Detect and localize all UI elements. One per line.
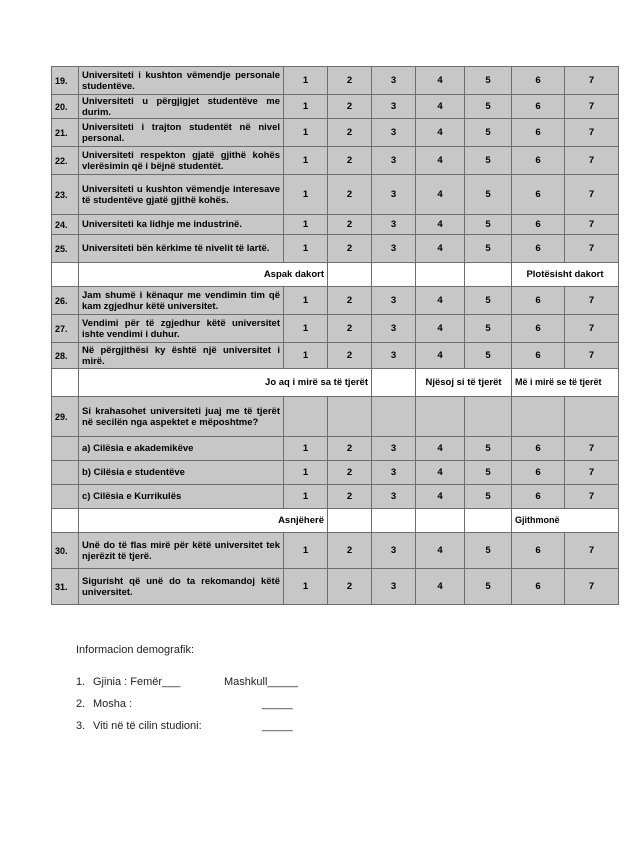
scale-header-row — [52, 369, 619, 397]
scale-option-5: 5 — [465, 437, 512, 461]
question-text: Universiteti respekton gjatë gjithë kohës vlerësimin që i bëjnë studentët. — [79, 147, 284, 175]
scale-option-4: 4 — [416, 119, 465, 147]
question-number: 29. — [52, 397, 79, 437]
question-number — [52, 485, 79, 509]
scale-option-1: 1 — [284, 95, 328, 119]
scale-option-2: 2 — [328, 569, 372, 605]
question-row — [52, 397, 619, 437]
scale-option-3: 3 — [372, 569, 416, 605]
empty-cell — [512, 397, 565, 437]
survey-body — [52, 67, 619, 605]
question-row — [52, 287, 619, 315]
scale-option-6: 6 — [512, 569, 565, 605]
scale-option-4: 4 — [416, 569, 465, 605]
gender-label: Gjinia : Femër___ — [93, 676, 181, 688]
question-row — [52, 119, 619, 147]
scale-option-3: 3 — [372, 533, 416, 569]
demographics-item-age — [76, 697, 326, 719]
scale-option-2: 2 — [328, 67, 372, 95]
scale-option-1: 1 — [284, 343, 328, 369]
scale-option-7: 7 — [565, 485, 619, 509]
scale-option-3: 3 — [372, 343, 416, 369]
scale-option-7: 7 — [565, 147, 619, 175]
scale-option-5: 5 — [465, 95, 512, 119]
gender-male-label: Mashkull_____ — [224, 676, 298, 688]
scale-low-label: Aspak dakort — [79, 263, 328, 287]
scale-option-6: 6 — [512, 533, 565, 569]
scale-option-7: 7 — [565, 67, 619, 95]
question-number: 22. — [52, 147, 79, 175]
question-row — [52, 569, 619, 605]
header-spacer — [52, 369, 79, 397]
scale-option-1: 1 — [284, 119, 328, 147]
scale-option-5: 5 — [465, 287, 512, 315]
empty-cell — [372, 397, 416, 437]
empty-cell — [284, 397, 328, 437]
scale-option-1: 1 — [284, 235, 328, 263]
age-label: Mosha : — [93, 698, 133, 710]
header-spacer — [372, 263, 416, 287]
study-year-label: Viti në të cilin studioni: — [93, 720, 202, 732]
scale-option-6: 6 — [512, 315, 565, 343]
question-row — [52, 147, 619, 175]
scale-option-6: 6 — [512, 461, 565, 485]
question-text: Universiteti i kushton vëmendje personale studentëve. — [79, 67, 284, 95]
scale-option-2: 2 — [328, 461, 372, 485]
question-text: Në përgjithësi ky është një universitet i mirë. — [79, 343, 284, 369]
scale-option-7: 7 — [565, 569, 619, 605]
demographics-item-gender — [76, 675, 326, 697]
item-number: 3. — [76, 720, 86, 732]
scale-option-4: 4 — [416, 533, 465, 569]
question-number: 21. — [52, 119, 79, 147]
question-text: Sigurisht që unë do ta rekomandoj këtë universitet. — [79, 569, 284, 605]
scale-option-4: 4 — [416, 343, 465, 369]
question-row — [52, 235, 619, 263]
scale-option-2: 2 — [328, 95, 372, 119]
scale-option-5: 5 — [465, 569, 512, 605]
scale-option-2: 2 — [328, 343, 372, 369]
scale-option-5: 5 — [465, 315, 512, 343]
question-row — [52, 175, 619, 215]
scale-high-label: Më i mirë se të tjerët — [512, 369, 619, 397]
question-text: Universiteti ka lidhje me industrinë. — [79, 215, 284, 235]
scale-option-3: 3 — [372, 235, 416, 263]
scale-option-4: 4 — [416, 437, 465, 461]
scale-option-1: 1 — [284, 67, 328, 95]
scale-option-5: 5 — [465, 343, 512, 369]
question-number: 28. — [52, 343, 79, 369]
question-row — [52, 67, 619, 95]
scale-option-4: 4 — [416, 235, 465, 263]
scale-option-1: 1 — [284, 215, 328, 235]
scale-option-5: 5 — [465, 215, 512, 235]
question-number: 26. — [52, 287, 79, 315]
header-spacer — [328, 509, 372, 533]
sub-question-text: a) Cilësia e akademikëve — [79, 437, 284, 461]
scale-option-6: 6 — [512, 235, 565, 263]
question-number: 30. — [52, 533, 79, 569]
scale-option-6: 6 — [512, 287, 565, 315]
scale-option-2: 2 — [328, 437, 372, 461]
scale-option-4: 4 — [416, 95, 465, 119]
question-row — [52, 215, 619, 235]
question-text: Universiteti u përgjigjet studentëve me durim. — [79, 95, 284, 119]
scale-option-5: 5 — [465, 175, 512, 215]
scale-option-3: 3 — [372, 175, 416, 215]
scale-option-7: 7 — [565, 461, 619, 485]
scale-option-7: 7 — [565, 95, 619, 119]
question-number — [52, 461, 79, 485]
question-text: Vendimi për të zgjedhur këtë universitet ishte vendimi i duhur. — [79, 315, 284, 343]
scale-option-4: 4 — [416, 287, 465, 315]
scale-option-1: 1 — [284, 461, 328, 485]
scale-option-6: 6 — [512, 67, 565, 95]
sub-question-text: c) Cilësia e Kurrikulës — [79, 485, 284, 509]
scale-option-5: 5 — [465, 119, 512, 147]
scale-option-1: 1 — [284, 315, 328, 343]
header-spacer — [372, 369, 416, 397]
scale-option-1: 1 — [284, 175, 328, 215]
question-row — [52, 95, 619, 119]
question-text: Universiteti i trajton studentët në nivel personal. — [79, 119, 284, 147]
scale-low-label: Jo aq i mirë sa të tjerët — [79, 369, 372, 397]
scale-option-5: 5 — [465, 147, 512, 175]
scale-option-7: 7 — [565, 315, 619, 343]
scale-option-2: 2 — [328, 119, 372, 147]
scale-option-2: 2 — [328, 175, 372, 215]
empty-cell — [416, 397, 465, 437]
empty-cell — [565, 397, 619, 437]
question-number: 31. — [52, 569, 79, 605]
scale-option-4: 4 — [416, 485, 465, 509]
survey-table — [51, 66, 619, 605]
header-spacer — [465, 509, 512, 533]
scale-option-3: 3 — [372, 461, 416, 485]
question-number: 27. — [52, 315, 79, 343]
scale-option-2: 2 — [328, 315, 372, 343]
scale-header-row — [52, 509, 619, 533]
scale-option-2: 2 — [328, 533, 372, 569]
question-number: 24. — [52, 215, 79, 235]
header-spacer — [372, 509, 416, 533]
scale-option-1: 1 — [284, 485, 328, 509]
question-number: 23. — [52, 175, 79, 215]
scale-mid-label: Njësoj si të tjerët — [416, 369, 512, 397]
empty-cell — [328, 397, 372, 437]
question-number: 20. — [52, 95, 79, 119]
scale-option-6: 6 — [512, 437, 565, 461]
scale-option-6: 6 — [512, 485, 565, 509]
item-number: 2. — [76, 698, 86, 710]
scale-option-5: 5 — [465, 235, 512, 263]
age-blank: _____ — [262, 698, 293, 710]
question-row — [52, 343, 619, 369]
header-spacer — [52, 263, 79, 287]
scale-option-7: 7 — [565, 343, 619, 369]
scale-option-3: 3 — [372, 287, 416, 315]
scale-option-2: 2 — [328, 235, 372, 263]
scale-option-3: 3 — [372, 485, 416, 509]
question-text: Unë do të flas mirë për këtë universitet tek njerëzit të tjerë. — [79, 533, 284, 569]
question-number: 25. — [52, 235, 79, 263]
scale-high-label: Plotësisht dakort — [512, 263, 619, 287]
scale-option-3: 3 — [372, 437, 416, 461]
scale-option-3: 3 — [372, 315, 416, 343]
sub-question-row — [52, 461, 619, 485]
scale-option-6: 6 — [512, 175, 565, 215]
scale-option-3: 3 — [372, 119, 416, 147]
scale-option-6: 6 — [512, 215, 565, 235]
scale-option-2: 2 — [328, 147, 372, 175]
scale-option-5: 5 — [465, 461, 512, 485]
scale-option-4: 4 — [416, 315, 465, 343]
header-spacer — [416, 509, 465, 533]
scale-option-7: 7 — [565, 533, 619, 569]
demographics-title: Informacion demografik: — [76, 644, 194, 656]
sub-question-text: b) Cilësia e studentëve — [79, 461, 284, 485]
scale-option-7: 7 — [565, 437, 619, 461]
scale-header-row — [52, 263, 619, 287]
scale-option-5: 5 — [465, 533, 512, 569]
question-number — [52, 437, 79, 461]
scale-option-7: 7 — [565, 215, 619, 235]
scale-option-1: 1 — [284, 569, 328, 605]
scale-option-5: 5 — [465, 485, 512, 509]
scale-option-4: 4 — [416, 67, 465, 95]
question-text: Universiteti u kushton vëmendje interesave të studentëve gjatë gjithë kohës. — [79, 175, 284, 215]
item-number: 1. — [76, 676, 86, 688]
scale-option-4: 4 — [416, 147, 465, 175]
study-year-blank: _____ — [262, 720, 293, 732]
header-spacer — [52, 509, 79, 533]
scale-option-3: 3 — [372, 67, 416, 95]
scale-option-6: 6 — [512, 147, 565, 175]
scale-option-7: 7 — [565, 235, 619, 263]
scale-option-2: 2 — [328, 287, 372, 315]
scale-option-1: 1 — [284, 147, 328, 175]
scale-option-4: 4 — [416, 215, 465, 235]
question-row — [52, 533, 619, 569]
question-row — [52, 315, 619, 343]
header-spacer — [328, 263, 372, 287]
scale-option-4: 4 — [416, 461, 465, 485]
sub-question-row — [52, 485, 619, 509]
scale-option-4: 4 — [416, 175, 465, 215]
scale-option-6: 6 — [512, 119, 565, 147]
scale-option-1: 1 — [284, 287, 328, 315]
scale-option-5: 5 — [465, 67, 512, 95]
demographics-list — [76, 675, 326, 741]
question-text: Si krahasohet universiteti juaj me të tjerët në secilën nga aspektet e mëposhtme? — [79, 397, 284, 437]
empty-cell — [465, 397, 512, 437]
scale-option-3: 3 — [372, 147, 416, 175]
scale-option-3: 3 — [372, 215, 416, 235]
sub-question-row — [52, 437, 619, 461]
scale-option-1: 1 — [284, 437, 328, 461]
scale-option-1: 1 — [284, 533, 328, 569]
question-number: 19. — [52, 67, 79, 95]
header-spacer — [465, 263, 512, 287]
scale-option-6: 6 — [512, 343, 565, 369]
scale-high-label: Gjithmonë — [512, 509, 619, 533]
question-text: Jam shumë i kënaqur me vendimin tim që kam zgjedhur këtë universitet. — [79, 287, 284, 315]
question-text: Universiteti bën kërkime të nivelit të lartë. — [79, 235, 284, 263]
scale-option-6: 6 — [512, 95, 565, 119]
scale-option-2: 2 — [328, 215, 372, 235]
header-spacer — [416, 263, 465, 287]
scale-low-label: Asnjëherë — [79, 509, 328, 533]
scale-option-2: 2 — [328, 485, 372, 509]
scale-option-7: 7 — [565, 287, 619, 315]
scale-option-7: 7 — [565, 175, 619, 215]
demographics-item-year — [76, 719, 326, 741]
scale-option-7: 7 — [565, 119, 619, 147]
scale-option-3: 3 — [372, 95, 416, 119]
